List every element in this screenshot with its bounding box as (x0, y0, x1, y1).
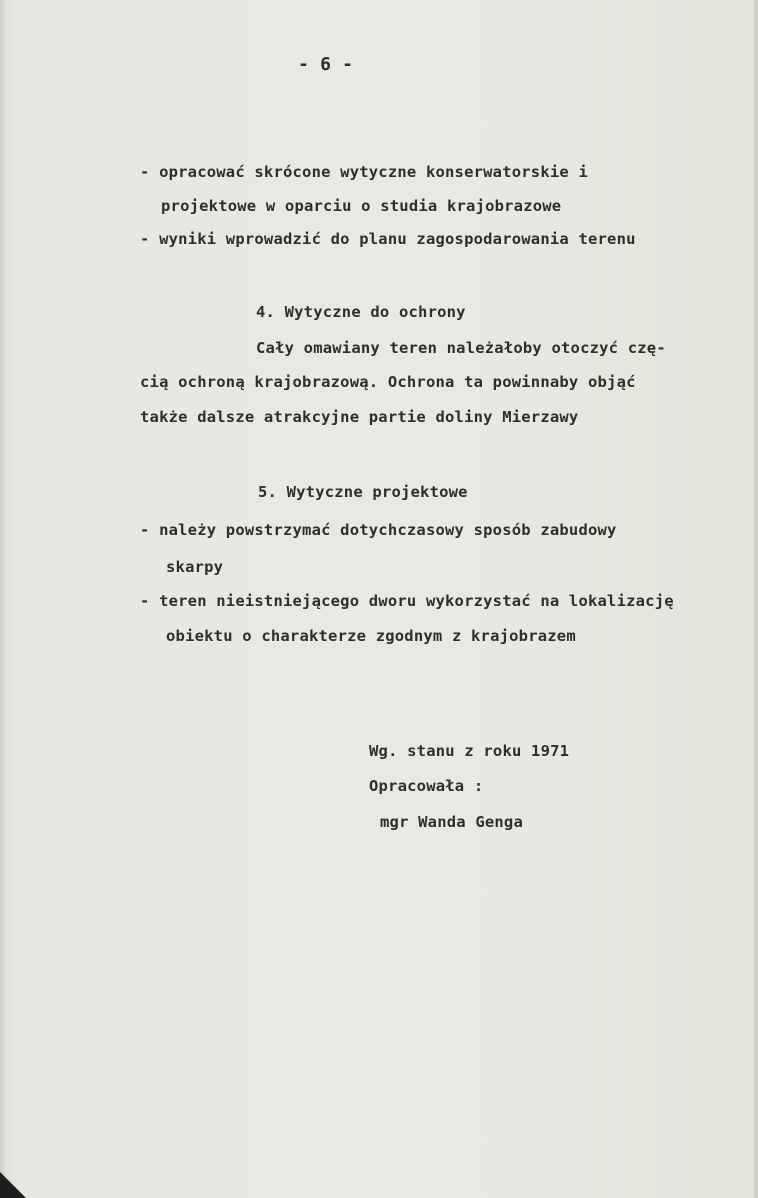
text-line: skarpy (166, 558, 224, 576)
status-date: Wg. stanu z roku 1971 (369, 742, 570, 760)
author-name: mgr Wanda Genga (380, 813, 523, 831)
text-line: - teren nieistniejącego dworu wykorzystać na lokalizację (140, 592, 674, 610)
text-line: obiektu o charakterze zgodnym z krajobrazem (166, 627, 576, 645)
text-line: projektowe w oparciu o studia krajobrazowe (161, 197, 562, 215)
text-line: także dalsze atrakcyjne partie doliny Mierzawy (140, 408, 579, 426)
page-corner (0, 1172, 26, 1198)
text-line: - należy powstrzymać dotychczasowy sposób zabudowy (140, 521, 617, 539)
prepared-by-label: Opracowała : (369, 777, 484, 795)
section-heading: 4. Wytyczne do ochrony (256, 303, 466, 321)
page-number: - 6 - (298, 54, 354, 75)
text-line: - opracować skrócone wytyczne konserwatorskie i (140, 163, 588, 181)
text-line: Cały omawiany teren należałoby otoczyć czę- (256, 339, 666, 357)
page-left-edge (0, 0, 8, 1198)
text-line: cią ochroną krajobrazową. Ochrona ta powinnaby objąć (140, 373, 636, 391)
page-right-edge (754, 0, 758, 1198)
text-line: - wyniki wprowadzić do planu zagospodarowania terenu (140, 230, 636, 248)
section-heading: 5. Wytyczne projektowe (258, 483, 468, 501)
